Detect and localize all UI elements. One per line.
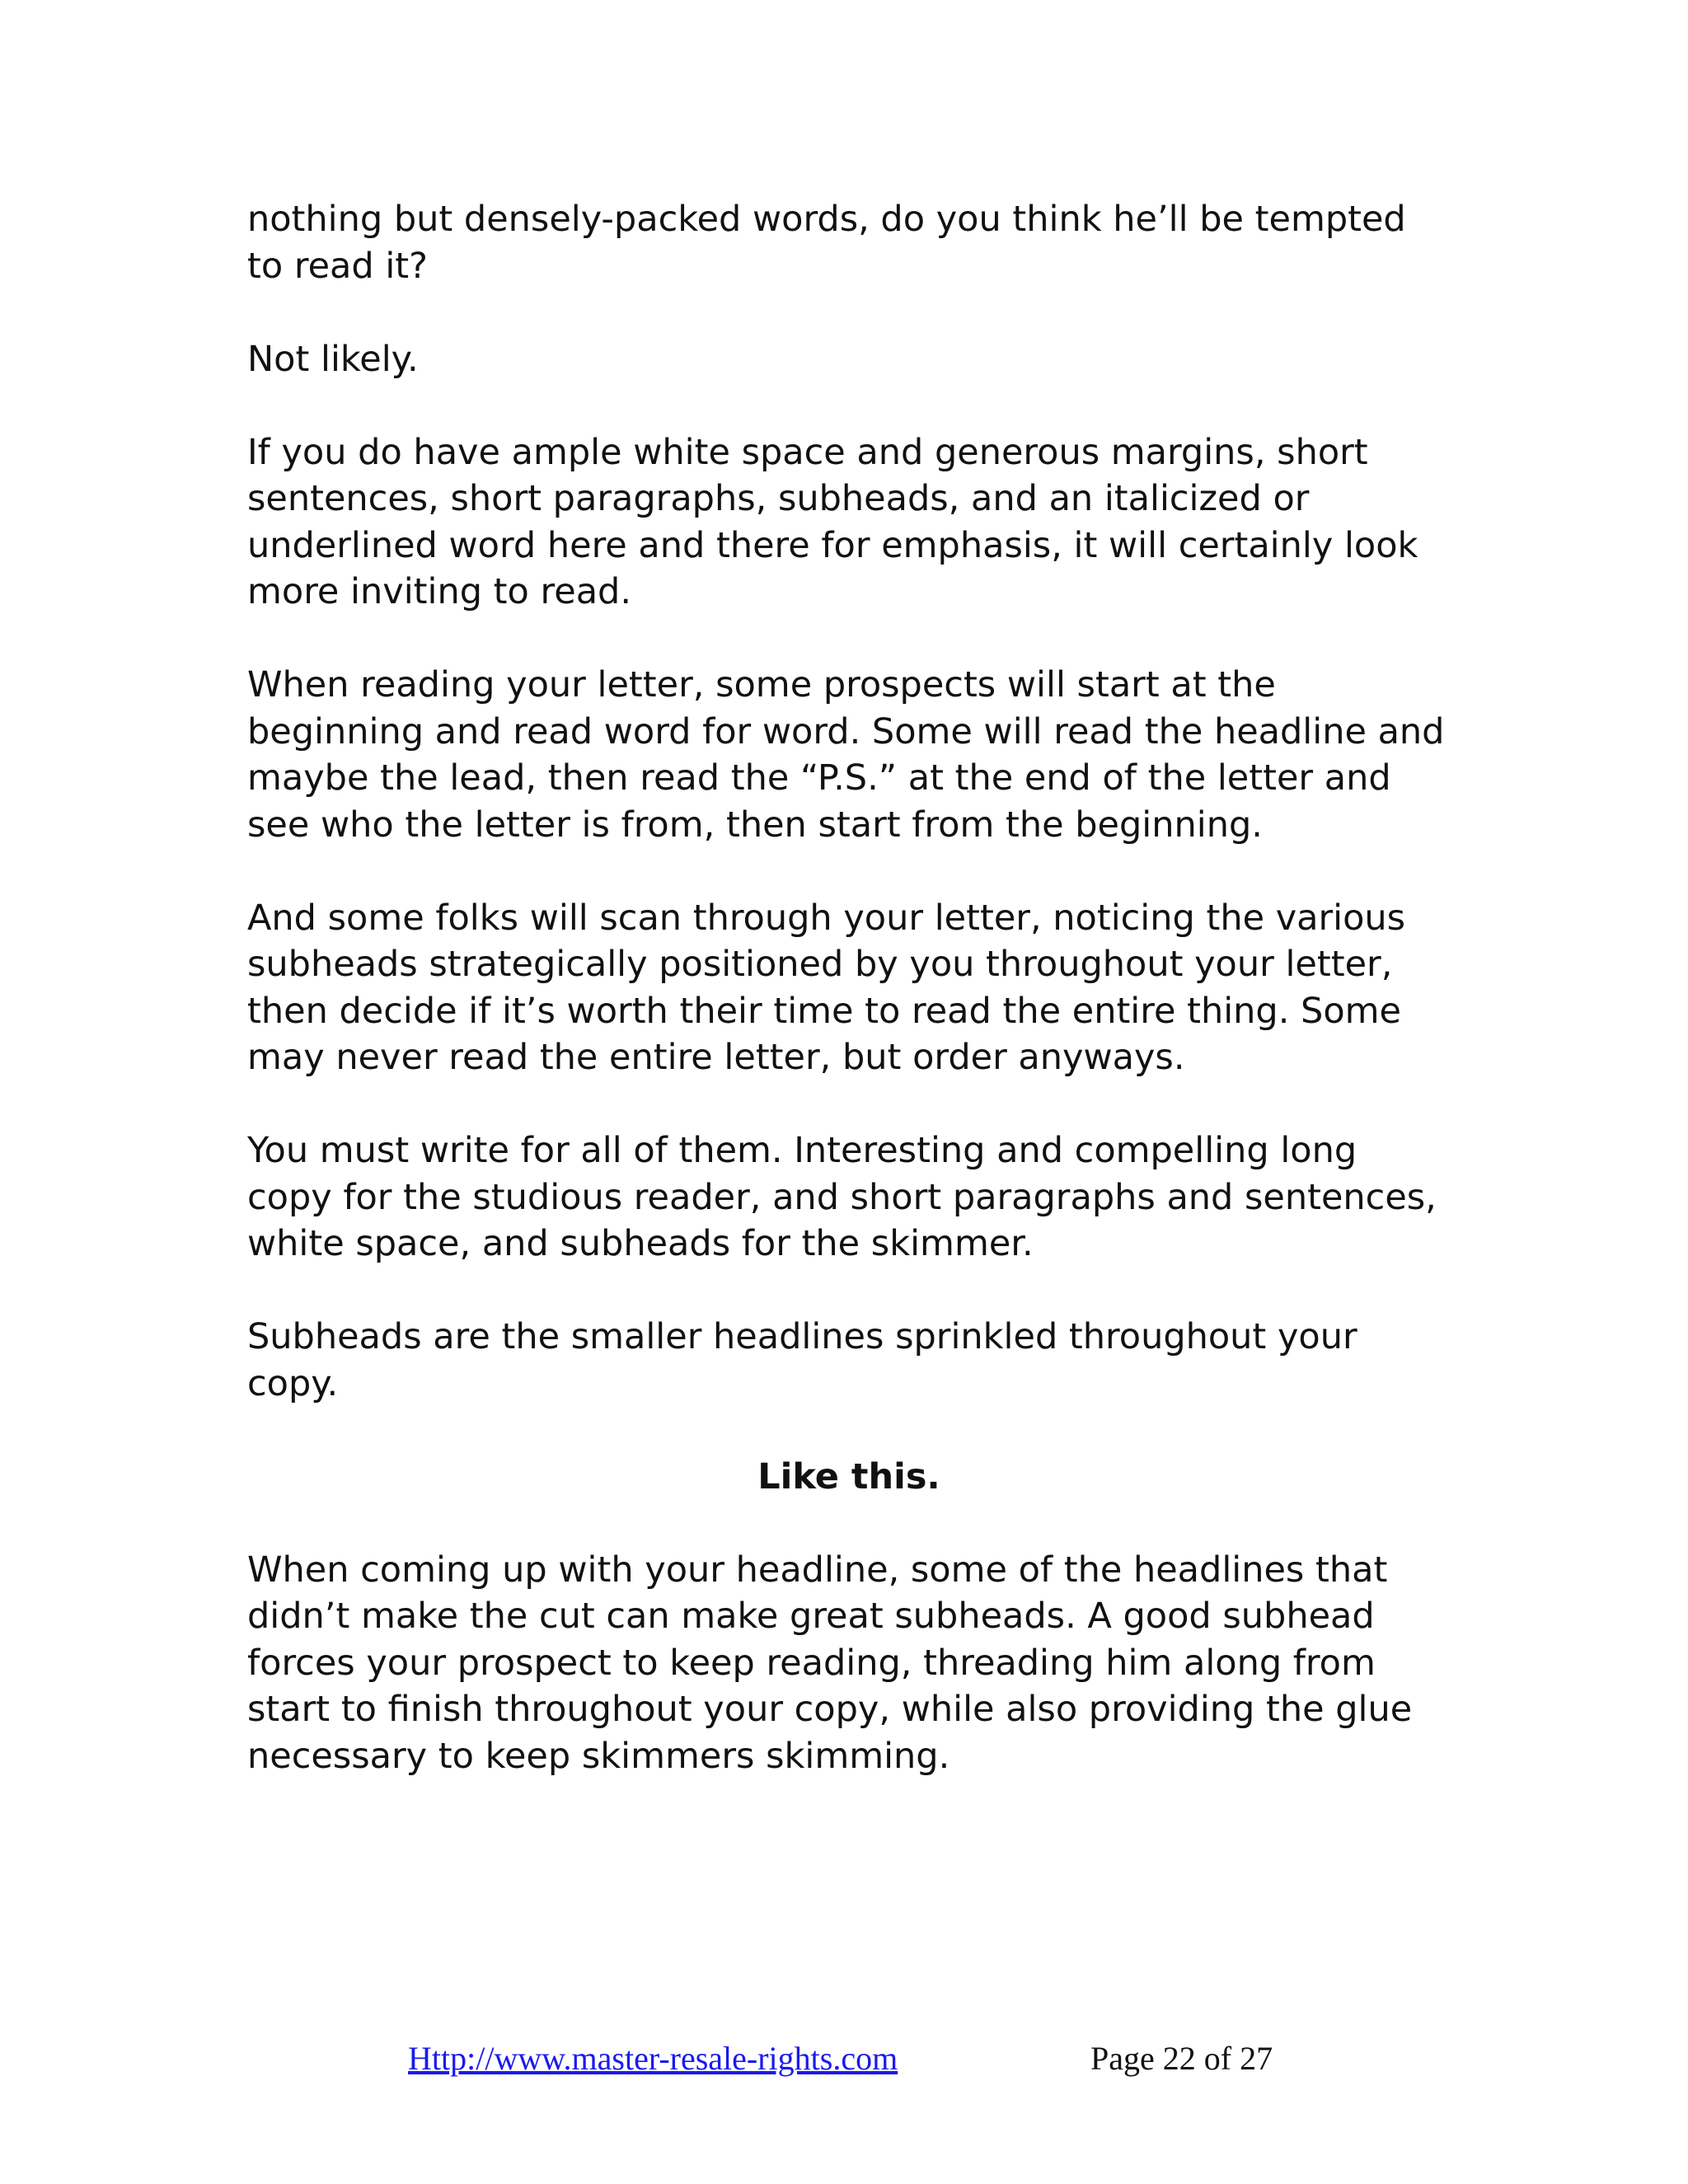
website-link[interactable]: Http://www.master-resale-rights.com: [408, 2040, 898, 2077]
paragraph-5: And some folks will scan through your letter, noticing the various subheads strategically positioned by you throughout your letter, then decide if it’s worth their time to read the entire thing. Some may never read the entire letter, but order anyways.: [247, 897, 1406, 1078]
paragraph-1: nothing but densely-packed words, do you think he’ll be tempted to read it?: [247, 199, 1406, 287]
page-footer: [0, 2034, 1688, 2083]
paragraph-2: Not likely.: [247, 338, 419, 380]
body-text: [247, 196, 1451, 1826]
paragraph-6: You must write for all of them. Interesting and compelling long copy for the studious reader, and short paragraphs and sentences, white space, and subheads for the skimmer.: [247, 1130, 1437, 1264]
page-number: Page 22 of 27: [1090, 2040, 1273, 2077]
paragraph-4: When reading your letter, some prospects will start at the beginning and read word for word. Some will read the headline and maybe the lead, then read the “P.S.” at the end of the letter and see who the letter is from, then start from the beginning.: [247, 664, 1445, 846]
subhead: Like this.: [757, 1455, 940, 1497]
paragraph-7: Subheads are the smaller headlines sprinkled throughout your copy.: [247, 1316, 1357, 1404]
paragraph-3: If you do have ample white space and generous margins, short sentences, short paragraphs, subheads, and an italicized or underlined word here and there for emphasis, it will certainly look more inviting to read.: [247, 431, 1418, 612]
closing-paragraph: When coming up with your headline, some of the headlines that didn’t make the cut can make great subheads. A good subhead forces your prospect to keep reading, threading him along from start to finish throughout your copy, while also providing the glue necessary to keep skimmers skimming.: [247, 1549, 1413, 1777]
